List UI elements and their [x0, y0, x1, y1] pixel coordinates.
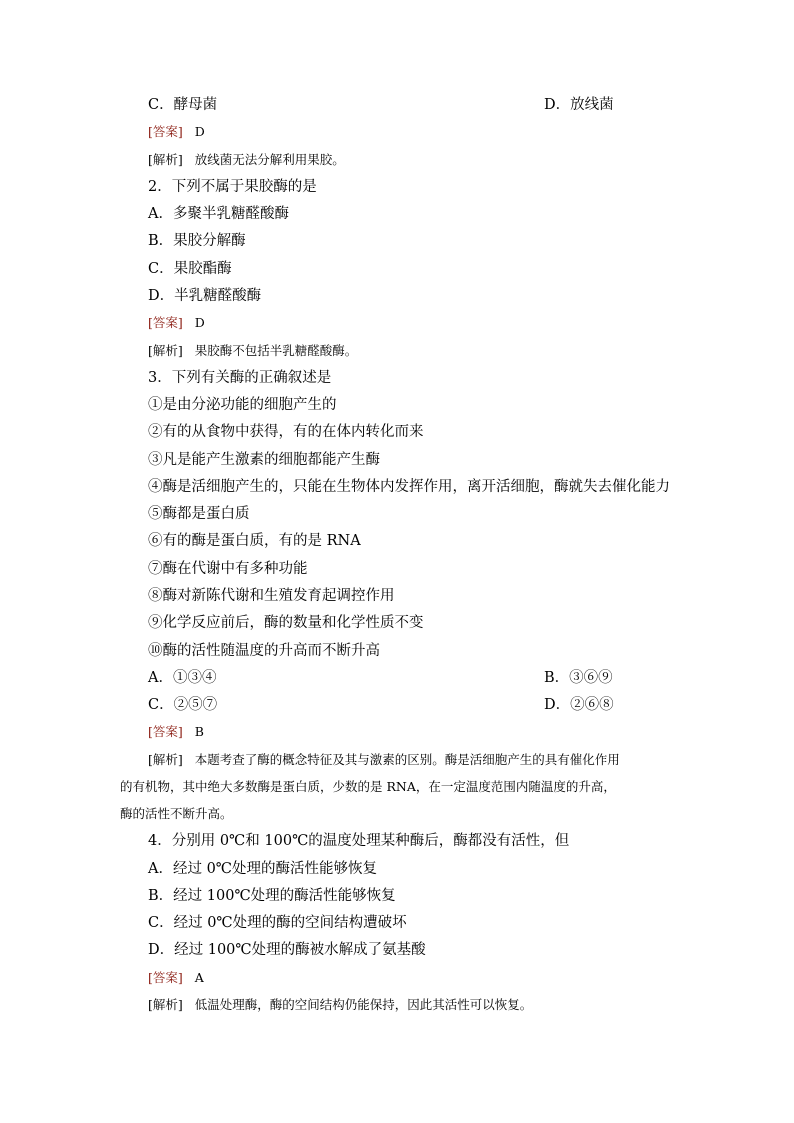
q3-option-b: B．③⑥⑨ — [544, 670, 613, 686]
q4-option-a: A．经过 0℃处理的酶活性能够恢复 — [148, 861, 378, 877]
q4-option-c: C．经过 0℃处理的酶的空间结构遭破坏 — [148, 915, 407, 931]
q4-option-b: B．经过 100℃处理的酶活性能够恢复 — [148, 888, 396, 904]
q3-options-row-2 — [148, 696, 614, 714]
q3-analysis-cont: 的有机物，其中绝大多数酶是蛋白质，少数的是 RNA，在一定温度范围内随温度的升高， — [120, 779, 616, 794]
q3-item: ⑥有的酶是蛋白质，有的是 RNA — [148, 533, 361, 549]
analysis-tag: [解析] — [148, 997, 183, 1012]
q3-item: ③凡是能产生激素的细胞都能产生酶 — [148, 452, 380, 468]
answer-tag: [答案] — [148, 124, 183, 139]
analysis-text: 放线菌无法分解利用果胶。 — [194, 152, 345, 167]
q3-options-row-1 — [148, 669, 613, 687]
analysis-tag: [解析] — [148, 752, 183, 767]
q2-option-b: B．果胶分解酶 — [148, 233, 246, 249]
q4-option-d: D．经过 100℃处理的酶被水解成了氨基酸 — [148, 942, 426, 958]
answer-value: D — [194, 124, 205, 139]
q1-analysis — [148, 151, 345, 169]
q2-option-d: D．半乳糖醛酸酶 — [148, 288, 262, 304]
q3-item: ①是由分泌功能的细胞产生的 — [148, 397, 337, 413]
q1-option-d: D．放线菌 — [544, 97, 614, 113]
q3-item: ⑧酶对新陈代谢和生殖发育起调控作用 — [148, 588, 395, 604]
q3-item: ⑨化学反应前后，酶的数量和化学性质不变 — [148, 615, 424, 631]
q2-analysis — [148, 342, 357, 360]
q2-answer — [148, 314, 205, 332]
answer-value: B — [194, 724, 204, 739]
q4-analysis — [148, 996, 532, 1014]
answer-value: A — [194, 970, 204, 985]
q1-option-c: C．酵母菌 — [148, 97, 218, 113]
answer-tag: [答案] — [148, 315, 183, 330]
analysis-tag: [解析] — [148, 343, 183, 358]
q3-analysis-cont: 酶的活性不断升高。 — [120, 806, 233, 821]
q3-item: ④酶是活细胞产生的，只能在生物体内发挥作用，离开活细胞，酶就失去催化能力 — [148, 479, 670, 495]
q3-option-c: C．②⑤⑦ — [148, 697, 218, 713]
analysis-text: 果胶酶不包括半乳糖醛酸酶。 — [194, 343, 358, 358]
q3-stem: 3．下列有关酶的正确叙述是 — [148, 370, 332, 386]
q2-option-a: A．多聚半乳糖醛酸酶 — [148, 206, 289, 222]
q1-answer — [148, 123, 205, 141]
analysis-text: 本题考查了酶的概念特征及其与激素的区别。酶是活细胞产生的具有催化作用 — [194, 752, 620, 767]
q3-option-a: A．①③④ — [148, 670, 217, 686]
q3-item: ②有的从食物中获得，有的在体内转化而来 — [148, 424, 424, 440]
q3-item: ⑩酶的活性随温度的升高而不断升高 — [148, 643, 380, 659]
analysis-tag: [解析] — [148, 152, 183, 167]
q3-item: ⑤酶都是蛋白质 — [148, 506, 250, 522]
q1-options-row — [148, 96, 614, 114]
answer-tag: [答案] — [148, 724, 183, 739]
answer-value: D — [194, 315, 205, 330]
q4-stem: 4．分别用 0℃和 100℃的温度处理某种酶后，酶都没有活性，但 — [148, 833, 570, 849]
analysis-text: 低温处理酶，酶的空间结构仍能保持，因此其活性可以恢复。 — [194, 997, 533, 1012]
q2-stem: 2．下列不属于果胶酶的是 — [148, 179, 317, 195]
q3-analysis — [148, 751, 620, 769]
answer-tag: [答案] — [148, 970, 183, 985]
q4-answer — [148, 969, 204, 987]
q3-option-d: D．②⑥⑧ — [544, 697, 614, 713]
q3-item: ⑦酶在代谢中有多种功能 — [148, 561, 308, 577]
q3-answer — [148, 723, 204, 741]
q2-option-c: C．果胶酯酶 — [148, 261, 232, 277]
